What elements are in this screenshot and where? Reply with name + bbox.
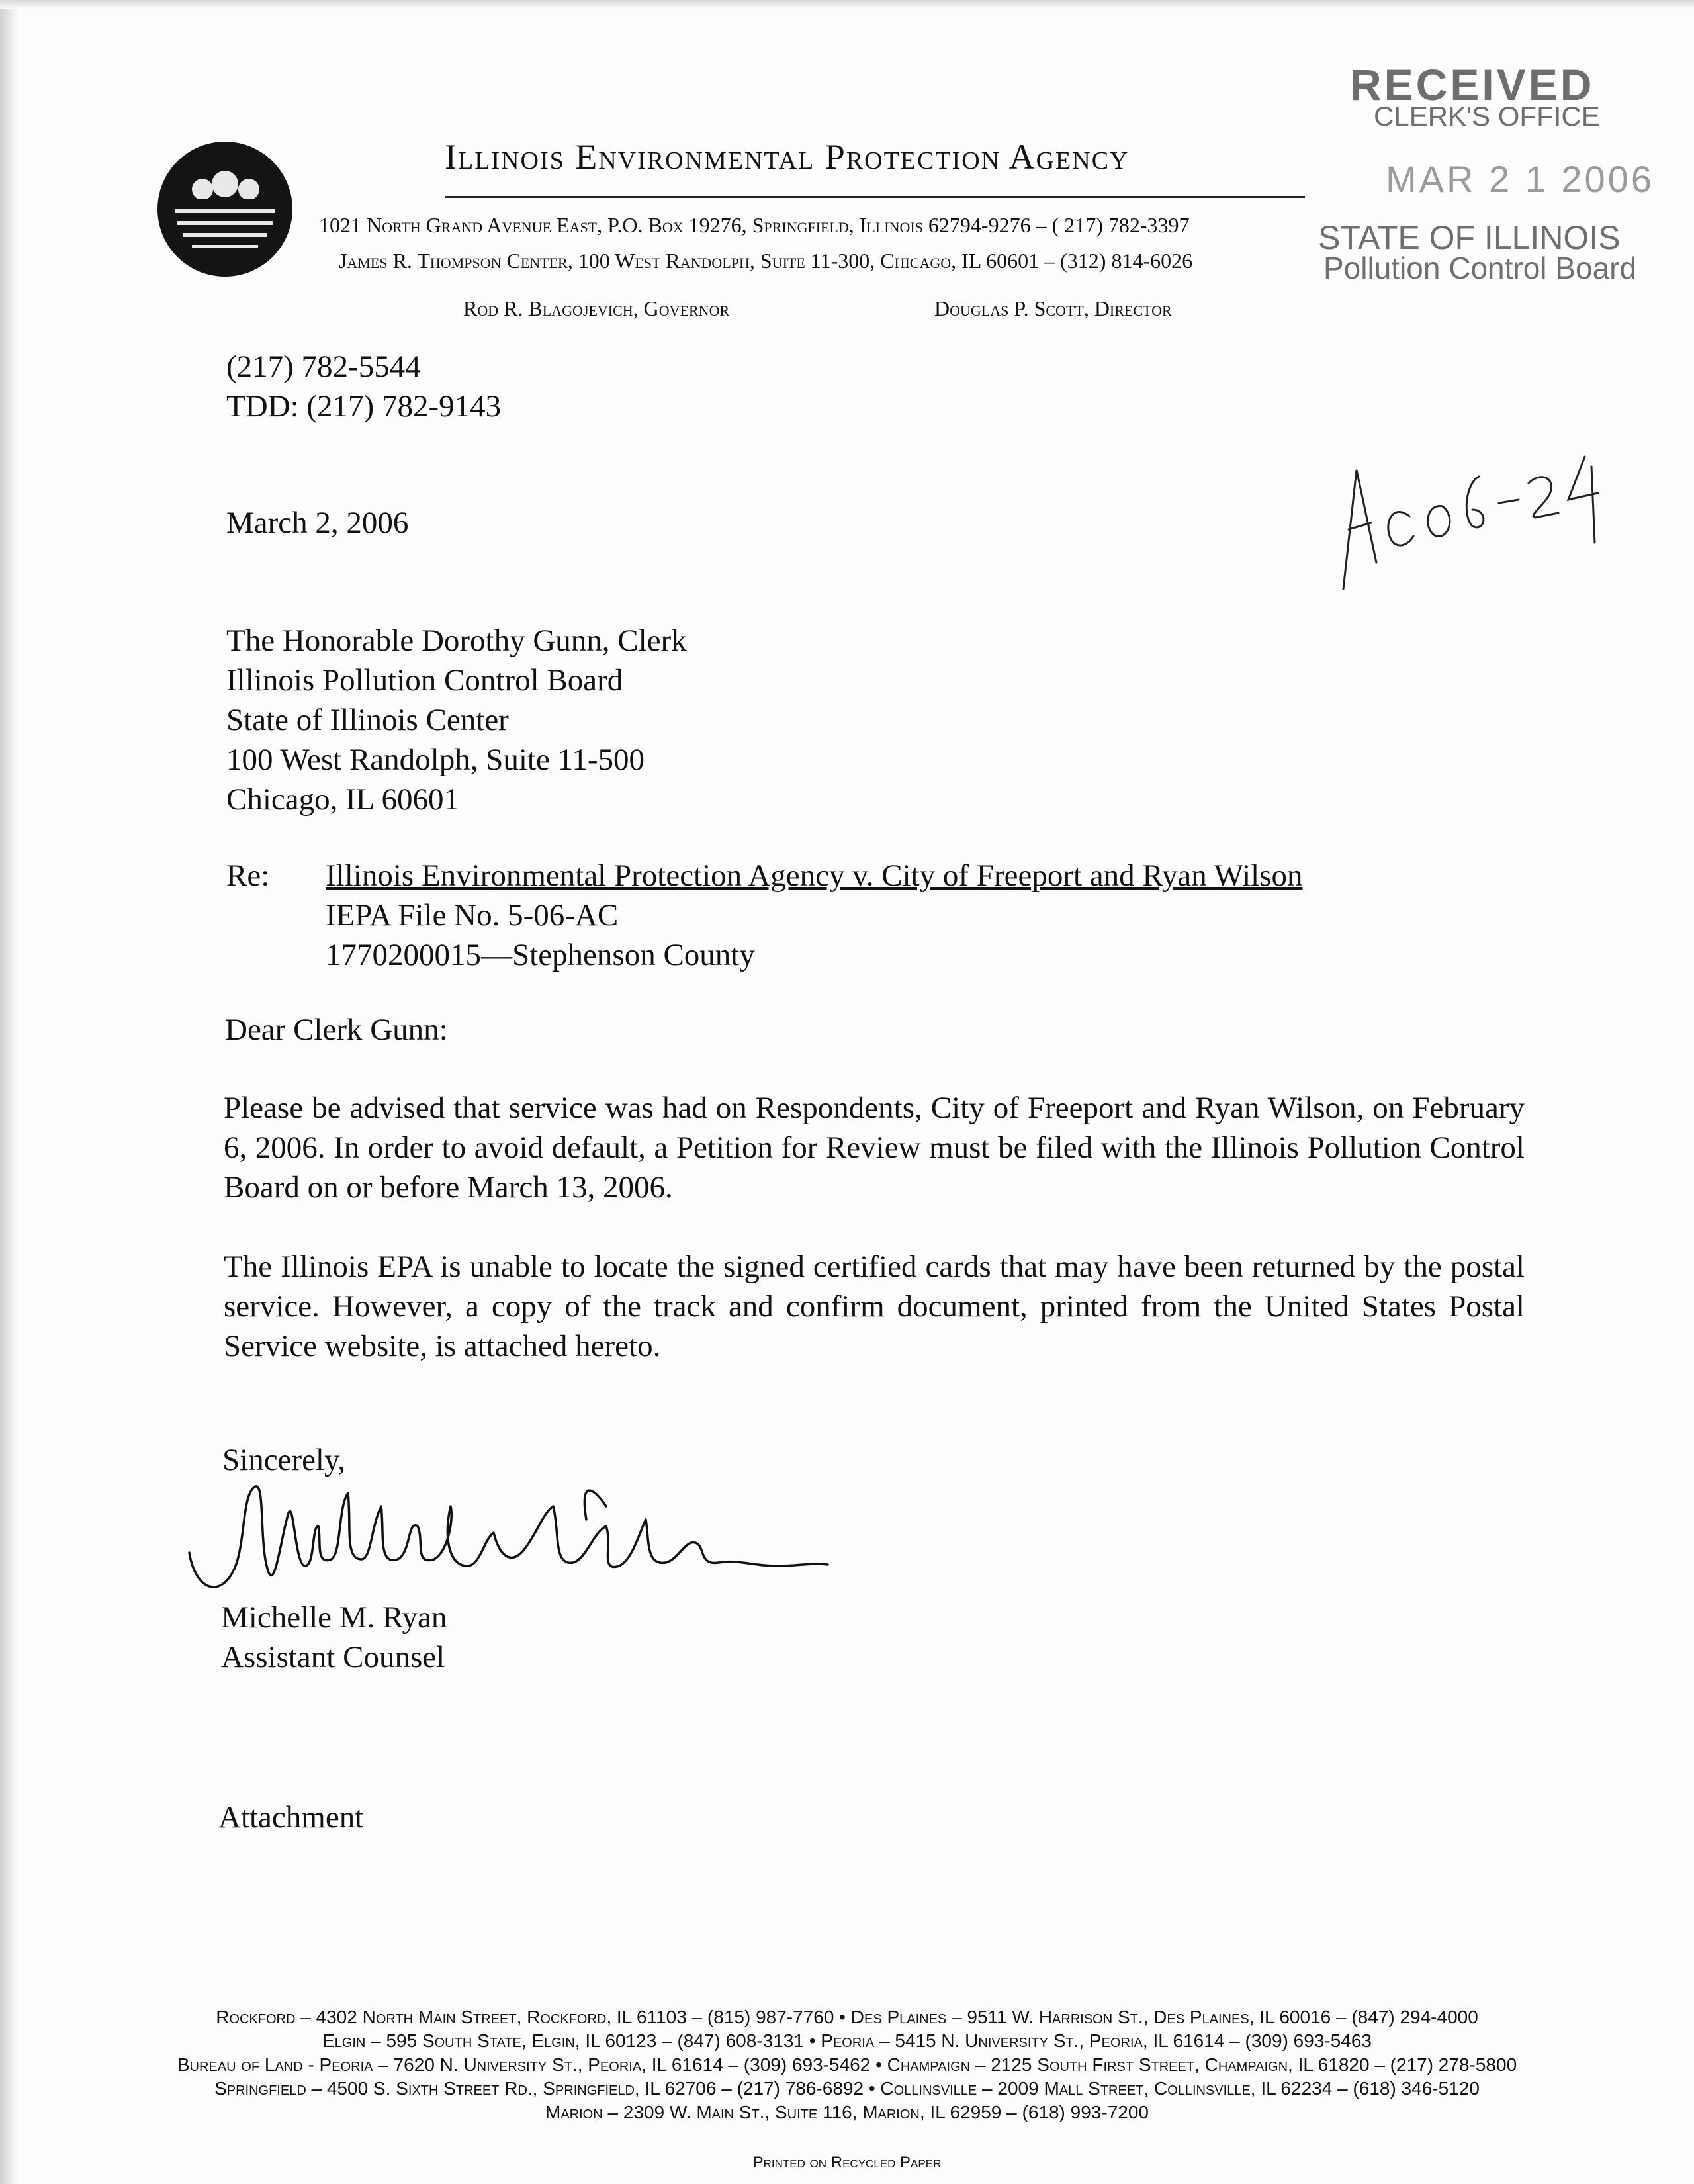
letterhead-rule [445,196,1305,198]
closing: Sincerely, [222,1443,346,1477]
recipient-line: State of Illinois Center [226,703,509,737]
recipient-line: Chicago, IL 60601 [226,782,459,817]
stamp-clerks-office: CLERK'S OFFICE [1374,101,1600,132]
handwritten-case-number [1330,430,1608,602]
re-block [326,856,1303,975]
body-paragraph: The Illinois EPA is unable to locate the signed certified cards that may have been returned by the postal service. However, a copy of the track and confirm document, printed from the United States Postal Service website, is attached hereto. [224,1250,1525,1363]
attachment-note: Attachment [218,1800,364,1835]
director-name: Douglas P. Scott, Director [934,296,1172,320]
signer-title: Assistant Counsel [221,1640,445,1674]
recipient-address [226,621,687,819]
stamp-state: STATE OF ILLINOIS [1318,219,1621,256]
scan-top-shadow [0,0,1694,9]
stamp-date: MAR 2 1 2006 [1386,158,1654,200]
stamp-received: RECEIVED [1350,60,1595,109]
contact-phone: (217) 782-5544 [226,349,421,384]
body-paragraph: Please be advised that service was had on Respondents, City of Freeport and Ryan Wilson, on February 6, 2006. In order to avoid default, a Petition for Review must be filed with the Illinois Pollution Control Board on or before March 13, 2006. [224,1091,1525,1205]
contact-tdd: TDD: (217) 782-9143 [226,389,502,424]
file-number: IEPA File No. 5-06-AC [326,898,619,933]
address-line-springfield: 1021 North Grand Avenue East, P.O. Box 19276, Springfield, Illinois 62794-9276 – ( 217) 782-3397 [319,213,1190,237]
recipient-line: The Honorable Dorothy Gunn, Clerk [226,623,687,658]
signer-name: Michelle M. Ryan [221,1600,447,1635]
recipient-line: 100 West Randolph, Suite 11-500 [226,743,645,777]
salutation: Dear Clerk Gunn: [225,1013,448,1047]
footer-line: Elgin – 595 South State, Elgin, IL 60123 – (847) 608-3131 • Peoria – 5415 N. University St., Peoria, IL 61614 – (309) 693-5463 [322,2030,1372,2051]
footer-line: Rockford – 4302 North Main Street, Rockford, IL 61103 – (815) 987-7760 • Des Plaines – 9511 W. Harrison St., Des Plaines, IL 60016 – (847) 294-4000 [216,2007,1478,2027]
footer-line: Springfield – 4500 S. Sixth Street Rd., Springfield, IL 62706 – (217) 786-6892 • Collinsville – 2009 Mall Street, Collinsville, IL 62234 – (618) 346-5120 [214,2078,1480,2099]
agency-name: Illinois Environmental Protection Agency [445,137,1130,177]
scan-edge-shadow [0,0,19,2184]
iepa-logo [156,140,294,278]
case-caption: Illinois Environmental Protection Agency v. City of Freeport and Ryan Wilson [326,858,1303,893]
contact-block [226,347,501,426]
footer-line: Marion – 2309 W. Main St., Suite 116, Marion, IL 62959 – (618) 993-7200 [545,2102,1149,2122]
recycled-paper-note: Printed on Recycled Paper [752,2154,942,2171]
address-line-chicago: James R. Thompson Center, 100 West Randolph, Suite 11-300, Chicago, IL 60601 – (312) 814-6026 [339,249,1193,273]
governor-name: Rod R. Blagojevich, Governor [463,296,730,320]
recipient-line: Illinois Pollution Control Board [226,663,623,698]
re-label: Re: [226,858,270,893]
stamp-board: Pollution Control Board [1323,251,1637,285]
county-id: 1770200015—Stephenson County [326,938,755,972]
regional-offices-footer [0,2005,1694,2124]
signer-block [221,1598,447,1677]
footer-line: Bureau of Land - Peoria – 7620 N. University St., Peoria, IL 61614 – (309) 693-5462 • Champaign – 2125 South First Street, Champaign, IL 61820 – (217) 278-5800 [177,2054,1517,2075]
letter-date: March 2, 2006 [226,506,409,540]
